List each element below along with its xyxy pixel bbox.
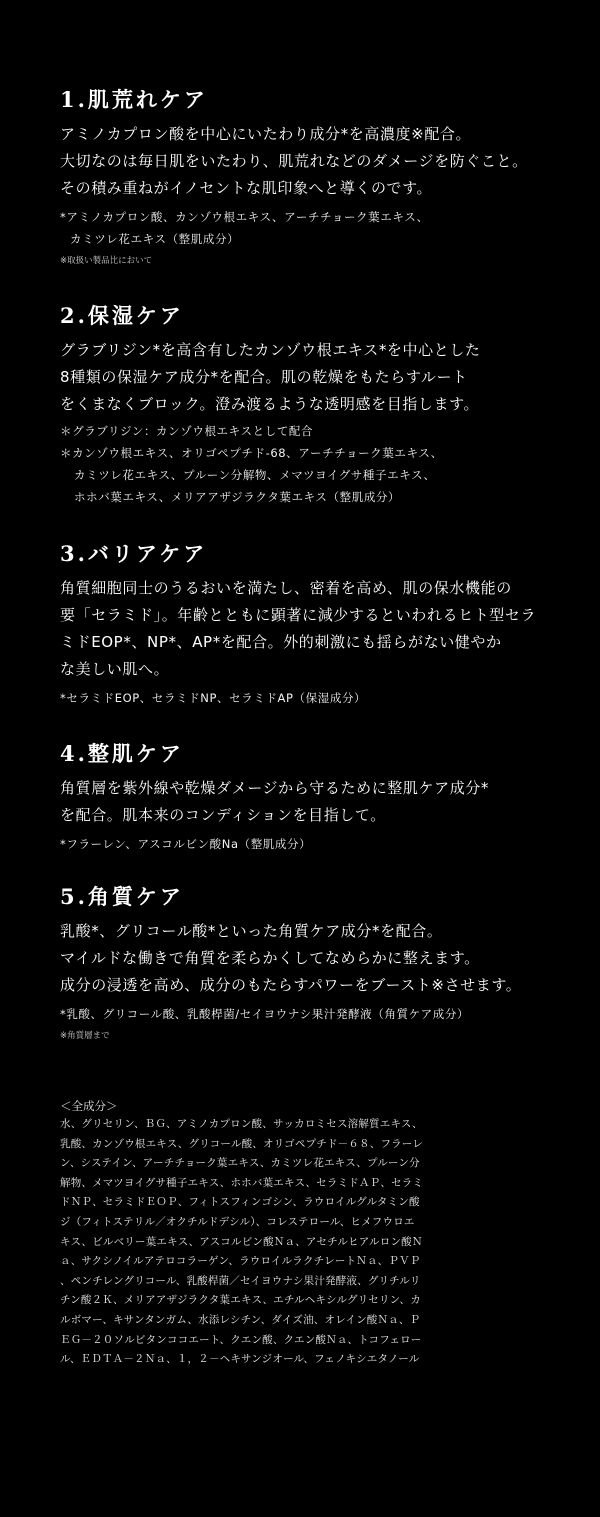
section-moisture-care (60, 302, 580, 508)
body-line: 8種類の保湿ケア成分*を配合。肌の乾燥をもたらすルート (60, 368, 468, 386)
ingredients-line: ン、システイン、アーチチョーク葉エキス、カミツレ花エキス、プルーン分 (60, 1157, 420, 1170)
note-line: ＊グラブリジン：カンゾウ根エキスとして配合 (60, 424, 314, 438)
body-line: その積み重ねがイノセントな肌印象へと導くのです。 (60, 179, 433, 197)
note-line: *フラーレン、アスコルビン酸Na（整肌成分） (60, 837, 312, 851)
body-line: を配合。肌本来のコンディションを目指して。 (60, 806, 386, 824)
footnote: ※取扱い製品比において (60, 256, 153, 266)
section-title: 3.バリアケア (60, 541, 208, 566)
ingredients-heading: ＜全成分＞ (60, 1099, 118, 1113)
body-line: 乳酸*、グリコール酸*といった角質ケア成分*を配合。 (60, 922, 443, 940)
section-skin-conditioning-care (60, 740, 580, 855)
body-line: 大切なのは毎日肌をいたわり、肌荒れなどのダメージを防ぐこと。 (60, 152, 528, 170)
ingredients-line: キス、ビルベリー葉エキス、アスコルビン酸Ｎａ、アセチルヒアルロン酸Ｎ (60, 1235, 423, 1248)
ingredients-line: ルボマー、キサンタンガム、水添レシチン、ダイズ油、オレイン酸Ｎａ、Ｐ (60, 1313, 421, 1326)
body-line: 角質細胞同士のうるおいを満たし、密着を高め、肌の保水機能の (60, 579, 512, 597)
body-line: 角質層を紫外線や乾燥ダメージから守るために整肌ケア成分* (60, 779, 490, 797)
body-line: ミドEOP*、NP*、AP*を配合。外的刺激にも揺らがない健やか (60, 633, 502, 651)
body-line: 成分の浸透を高め、成分のもたらすパワーをブースト※させます。 (60, 976, 522, 994)
ingredients-line: 乳酸、カンゾウ根エキス、グリコール酸、オリゴペプチド－６８、フラーレ (60, 1137, 424, 1150)
full-ingredients (60, 1097, 560, 1370)
ingredients-line: ドＮＰ、セラミドＥＯＰ、フィトスフィンゴシン、ラウロイルグルタミン酸 (60, 1196, 420, 1209)
note-line: カミツレ花エキス、プルーン分解物、メマツヨイグサ種子エキス、 (74, 468, 436, 482)
ingredients-line: 、ペンチレングリコール、乳酸桿菌／セイヨウナシ果汁発酵液、グリチルリ (60, 1274, 421, 1287)
footnote: ※角質層まで (60, 1031, 110, 1041)
section-title: 4.整肌ケア (60, 741, 184, 766)
section-title: 5.角質ケア (60, 884, 184, 909)
note-line: *乳酸、グリコール酸、乳酸桿菌/セイヨウナシ果汁発酵液（角質ケア成分） (60, 1007, 470, 1021)
note-line: カミツレ花エキス（整肌成分） (70, 232, 240, 246)
body-line: をくまなくブロック。澄み渡るような透明感を目指します。 (60, 395, 480, 413)
note-line: ＊カンゾウ根エキス、オリゴペプチド-68、アーチチョーク葉エキス、 (60, 446, 443, 460)
ingredients-line: ＥＧ－２０ソルビタンココエート、クエン酸、クエン酸Ｎａ、トコフェロー (60, 1333, 422, 1346)
note-line: *アミノカプロン酸、カンゾウ根エキス、アーチチョーク葉エキス、 (60, 210, 429, 224)
section-barrier-care (60, 540, 580, 709)
section-title: 2.保湿ケア (60, 303, 184, 328)
section-exfoliation-care (60, 883, 580, 1044)
section-skin-roughness-care (60, 86, 580, 269)
ingredients-line: ジ（フィトステリル／オクチルドデシル）、コレステロール、ヒメフウロエ (60, 1215, 415, 1228)
section-title: 1.肌荒れケア (60, 87, 208, 112)
ingredients-line: ａ、サクシノイルアテロコラーゲン、ラウロイルラクチレートＮａ、ＰＶＰ (60, 1255, 421, 1268)
ingredients-list (60, 1115, 560, 1370)
body-line: な美しい肌へ。 (60, 660, 170, 678)
body-line: アミノカプロン酸を中心にいたわり成分*を高濃度※配合。 (60, 125, 472, 143)
body-line: 要「セラミド」。年齢とともに顕著に減少するといわれるヒト型セラ (60, 606, 537, 624)
ingredients-line: チン酸２Ｋ、メリアアザジラクタ葉エキス、エチルヘキシルグリセリン、カ (60, 1294, 421, 1307)
note-line: *セラミドEOP、セラミドNP、セラミドAP（保湿成分） (60, 691, 367, 705)
body-line: グラブリジン*を高含有したカンゾウ根エキス*を中心とした (60, 341, 481, 359)
ingredients-line: ル、ＥＤＴＡ－２Ｎａ、１，２－ヘキサンジオール、フェノキシエタノール (60, 1353, 420, 1366)
ingredients-line: 水、グリセリン、ＢＧ、アミノカプロン酸、サッカロミセス溶解質エキス、 (60, 1118, 423, 1130)
ingredients-line: 解物、メマツヨイグサ種子エキス、ホホバ葉エキス、セラミドＡＰ、セラミ (60, 1176, 424, 1189)
body-line: マイルドな働きで角質を柔らかくしてなめらかに整えます。 (60, 949, 480, 967)
note-line: ホホバ葉エキス、メリアアザジラクタ葉エキス（整肌成分） (74, 490, 401, 504)
